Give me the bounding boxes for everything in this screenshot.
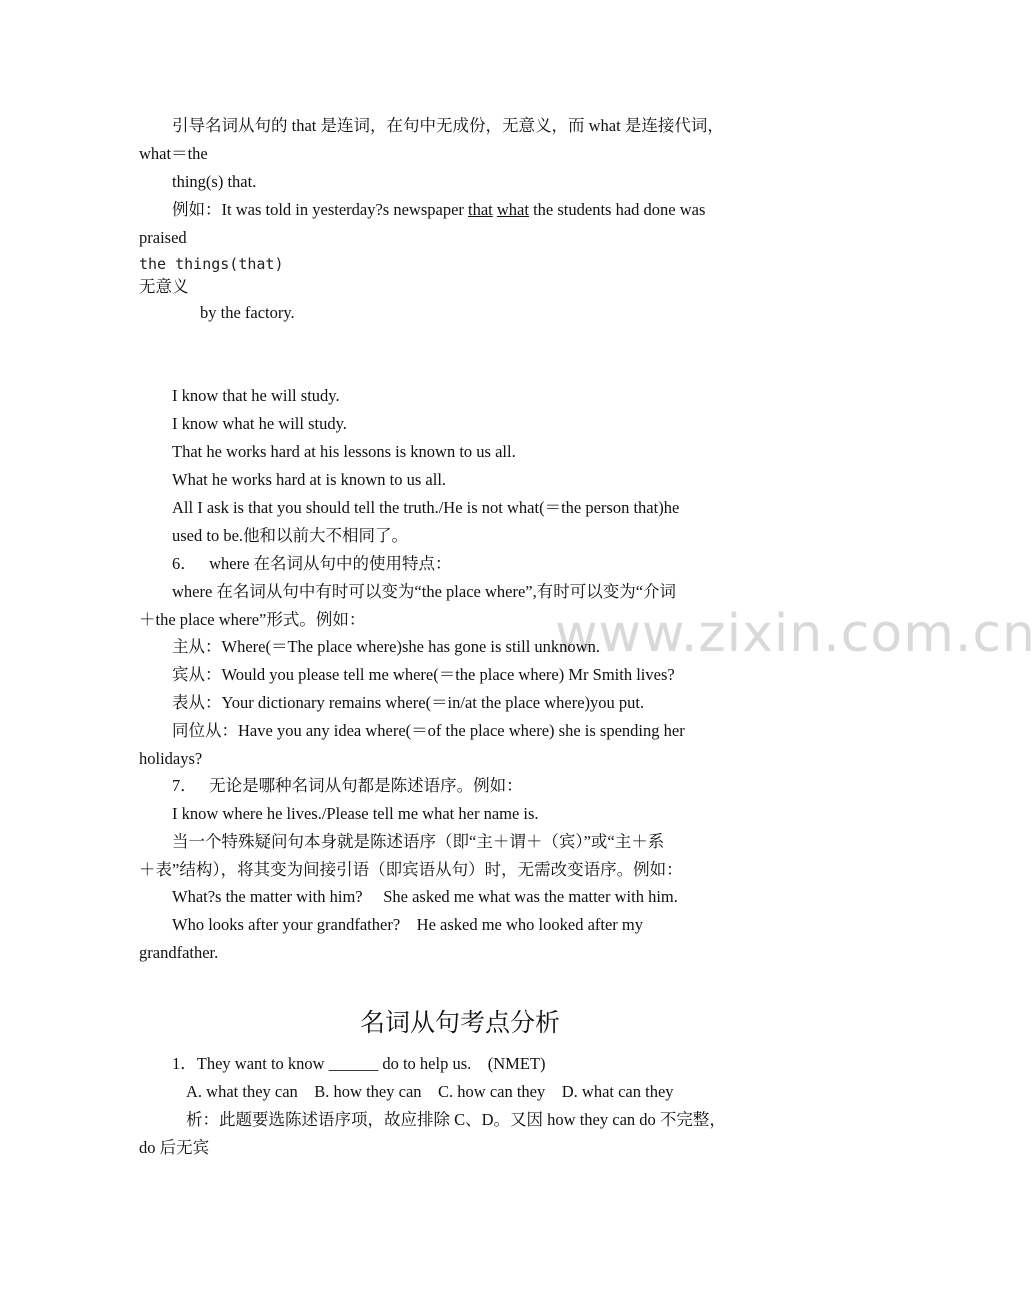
text-line: I know what he will study.	[172, 414, 347, 433]
text-line: ＋表”结构），将其变为间接引语（即宾语从句）时，无需改变语序。例如：	[139, 860, 683, 879]
text-line: 引导名词从句的 that 是连词，在句中无成份，无意义，而 what 是连接代词，	[172, 116, 724, 135]
section-heading: 名词从句考点分析	[359, 1008, 560, 1037]
text-line: ＋the place where”形式。例如：	[139, 610, 366, 629]
text-line: thing(s) that.	[172, 172, 257, 191]
text-line: grandfather.	[139, 943, 219, 962]
example-sentence-line	[172, 199, 705, 221]
text-line: 表从：Your dictionary remains where(＝in/at the place where)you put.	[172, 693, 645, 712]
watermark: www.zixin.com.cn	[555, 604, 1036, 664]
question-1-options: A. what they can B. how they can C. how can they D. what can they	[186, 1082, 674, 1101]
analysis-line: 析：此题要选陈述语序项，故应排除 C、D。又因 how they can do 不完整，	[186, 1110, 726, 1129]
text-line: Who looks after your grandfather? He asked me who looked after my	[172, 915, 643, 934]
text-line: 宾从：Would you please tell me where(＝the place where) Mr Smith lives?	[172, 665, 675, 684]
analysis-line: do 后无宾	[139, 1138, 210, 1157]
text-line: I know that he will study.	[172, 386, 340, 405]
text-line: All I ask is that you should tell the truth./He is not what(＝the person that)he	[172, 498, 680, 517]
text-line: What he works hard at is known to us all.	[172, 470, 447, 489]
text-line: 同位从：Have you any idea where(＝of the place where) she is spending her	[172, 721, 685, 740]
question-1: 1．They want to know ______ do to help us. (NMET)	[172, 1054, 546, 1073]
text-line: 主从：Where(＝The place where)she has gone is still unknown.	[172, 637, 600, 656]
underlined-what: what	[496, 200, 529, 219]
text-line: praised	[139, 228, 187, 247]
text-line: by the factory.	[200, 303, 295, 322]
section-6-title: 6． where 在名词从句中的使用特点：	[172, 554, 452, 573]
text-line: where 在名词从句中有时可以变为“the place where”,有时可以变为“介词	[172, 582, 677, 601]
text-line: what＝the	[139, 144, 208, 163]
text-line: 当一个特殊疑问句本身就是陈述语序（即“主＋谓＋（宾）”或“主＋系	[172, 832, 665, 851]
section-7-title: 7． 无论是哪种名词从句都是陈述语序。例如：	[172, 776, 523, 795]
text-line: What?s the matter with him? She asked me what was the matter with him.	[172, 887, 678, 906]
annotation-the-things: the things(that)	[139, 255, 284, 273]
text-line: That he works hard at his lessons is known to us all.	[172, 442, 516, 461]
example-prefix: 例如：It was told in yesterday?s newspaper	[172, 200, 469, 219]
text-line: holidays?	[139, 749, 203, 768]
annotation-no-meaning: 无意义	[139, 277, 189, 296]
underlined-that: that	[468, 200, 493, 219]
text-line: used to be.他和以前大不相同了。	[172, 526, 409, 545]
text-line: I know where he lives./Please tell me what her name is.	[172, 804, 539, 823]
example-suffix: the students had done was	[528, 200, 706, 219]
